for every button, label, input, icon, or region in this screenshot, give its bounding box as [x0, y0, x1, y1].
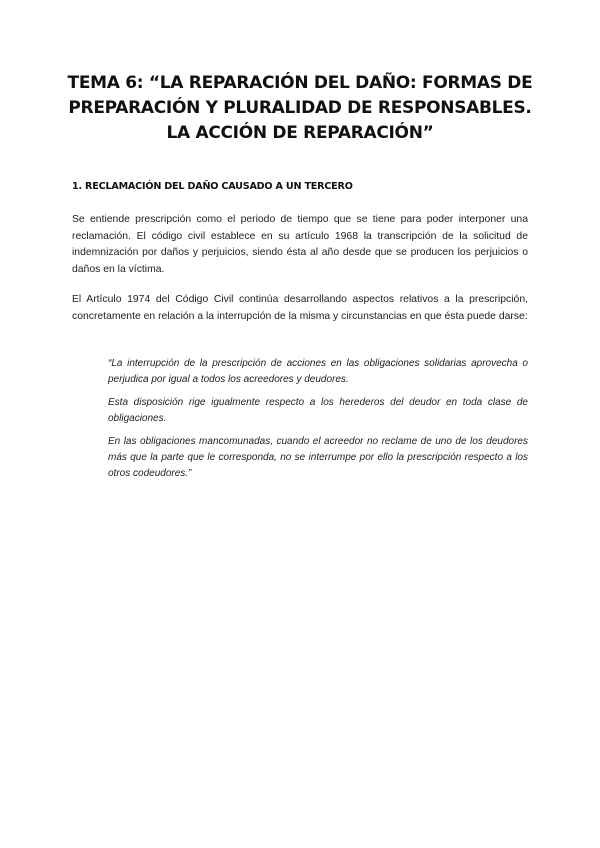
section-heading: 1. RECLAMACIÓN DEL DAÑO CAUSADO A UN TERCERO: [72, 181, 353, 192]
document-title: TEMA 6: “LA REPARACIÓN DEL DAÑO: FORMAS DE PREPARACIÓN Y PLURALIDAD DE RESPONSABLES. LA ACCIÓN DE REPARACIÓN”: [67, 73, 533, 143]
quote-paragraph: Esta disposición rige igualmente respecto a los herederos del deudor en toda clase de obligaciones.: [108, 397, 528, 424]
quote-paragraph: En las obligaciones mancomunadas, cuando el acreedor no reclame de uno de los deudores más que la parte que le corresponda, no se interrumpe por ello la prescripción respecto a los otros codeudores.”: [108, 436, 528, 479]
legal-quote: [108, 356, 528, 489]
body-paragraph: Se entiende prescripción como el periodo de tiempo que se tiene para poder interponer una reclamación. El código civil establece en su artículo 1968 la transcripción de la solicitud de indemnización por daños y perjuicios, siendo ésta al año desde que se producen los perjuicios o daños en la víctima.: [72, 214, 528, 275]
body-paragraph: El Artículo 1974 del Código Civil continúa desarrollando aspectos relativos a la prescripción, concretamente en relación a la interrupción de la misma y circunstancias en que ésta puede darse:: [72, 294, 528, 322]
quote-paragraph: “La interrupción de la prescripción de acciones en las obligaciones solidarias aprovecha o perjudica por igual a todos los acreedores y deudores.: [108, 358, 528, 385]
